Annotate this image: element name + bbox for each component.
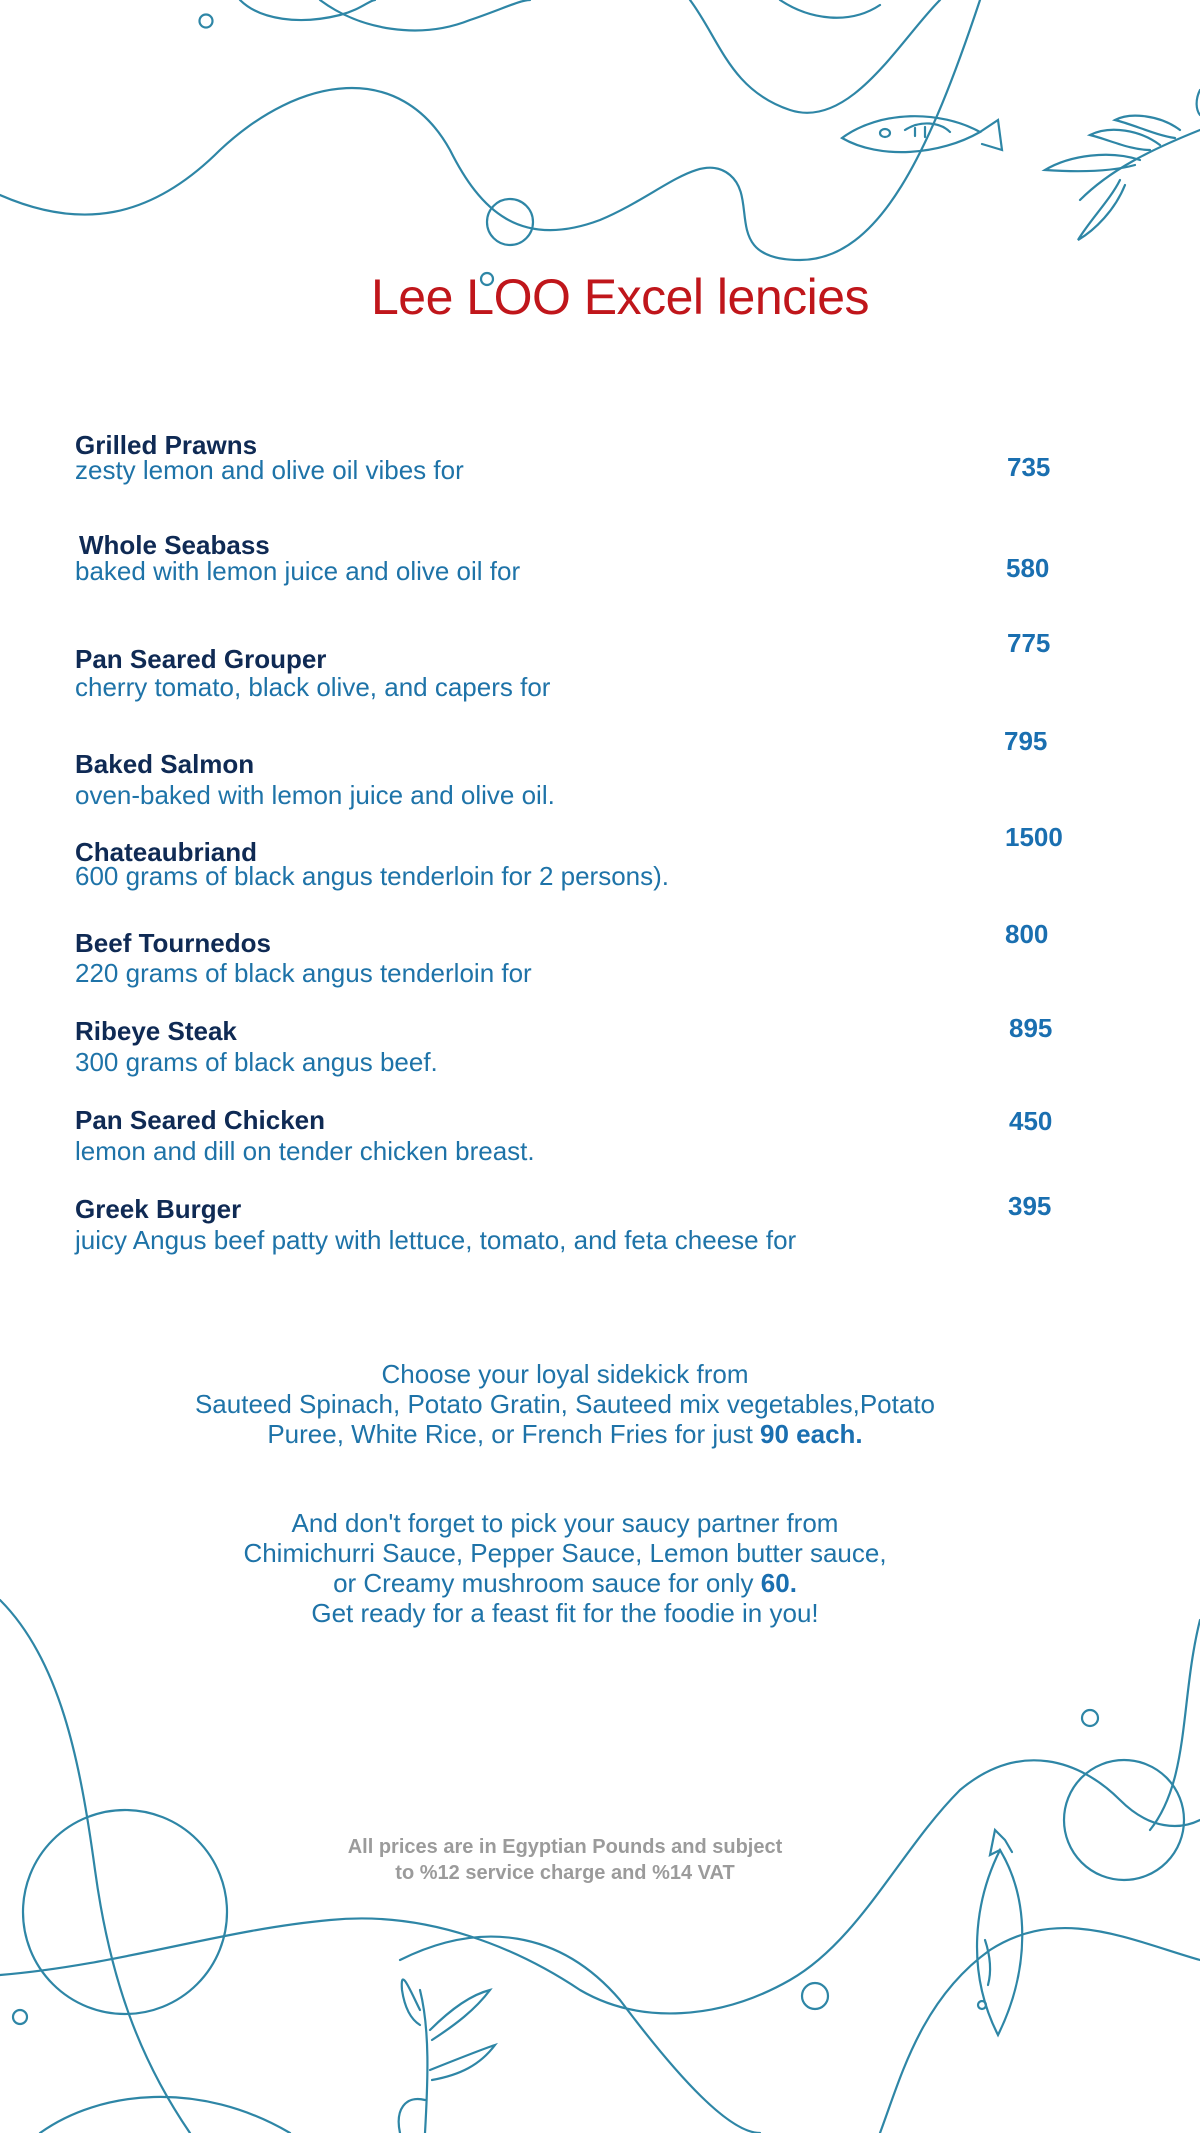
sides-line-text: Puree, White Rice, or French Fries for just — [267, 1419, 753, 1449]
wave-line-icon — [0, 1760, 1200, 2013]
wave-line-icon — [0, 0, 980, 260]
menu-item — [75, 1105, 1125, 1175]
wave-line-icon — [40, 2097, 290, 2133]
item-price: 580 — [1006, 553, 1050, 583]
sauces-line: Get ready for a feast fit for the foodie in you! — [311, 1598, 819, 1628]
item-name: Whole Seabass — [79, 530, 270, 560]
item-name: Beef Tournedos — [75, 928, 271, 958]
fish-icon — [842, 116, 1002, 152]
item-description: lemon and dill on tender chicken breast. — [75, 1136, 535, 1166]
item-price: 450 — [1009, 1106, 1053, 1136]
sauces-line — [0, 1568, 1130, 1598]
item-description: 220 grams of black angus tenderloin for — [75, 958, 532, 988]
item-name: Pan Seared Chicken — [75, 1105, 325, 1135]
wave-line-icon — [1150, 1620, 1200, 1830]
sauces-price: 60. — [760, 1568, 797, 1598]
item-description: 300 grams of black angus beef. — [75, 1047, 438, 1077]
sides-line — [0, 1419, 1130, 1449]
item-name: Pan Seared Grouper — [75, 644, 327, 674]
bubble-icon — [802, 1983, 828, 2009]
item-price: 735 — [1007, 452, 1051, 482]
item-description: 600 grams of black angus tenderloin for 2 persons). — [75, 861, 670, 891]
sauces-line-text: or Creamy mushroom sauce for only — [333, 1568, 754, 1598]
herb-sprig-icon — [1045, 90, 1200, 240]
menu-item — [75, 726, 1125, 819]
menu-title: Lee LOO Excel lencies — [370, 269, 870, 325]
wave-line-icon — [320, 0, 530, 30]
item-description: cherry tomato, black olive, and capers for — [75, 672, 551, 702]
menu-item — [75, 919, 1125, 998]
sides-price: 90 each. — [760, 1419, 863, 1449]
sauces-note — [0, 1508, 1130, 1628]
wave-line-icon — [880, 1928, 1200, 2133]
bubble-icon — [1082, 1710, 1098, 1726]
item-price: 1500 — [1005, 822, 1063, 852]
disclaimer-line: to %12 service charge and %14 VAT — [395, 1862, 735, 1884]
menu-item — [75, 628, 1125, 714]
item-price: 795 — [1004, 726, 1048, 756]
herb-sprig-icon — [399, 1980, 495, 2133]
disclaimer-line: All prices are in Egyptian Pounds and subject — [347, 1836, 783, 1858]
bubble-icon — [487, 199, 533, 245]
item-description: oven-baked with lemon juice and olive oil. — [75, 780, 555, 810]
item-price: 895 — [1009, 1013, 1053, 1043]
item-description: juicy Angus beef patty with lettuce, tomato, and feta cheese for — [75, 1225, 797, 1255]
item-price: 800 — [1005, 919, 1049, 949]
item-name: Baked Salmon — [75, 749, 255, 779]
item-name: Chateaubriand — [75, 837, 258, 867]
wave-line-icon — [240, 0, 375, 20]
item-description: baked with lemon juice and olive oil for — [75, 556, 521, 586]
sauces-line: And don't forget to pick your saucy partner from — [291, 1508, 839, 1538]
menu-item — [75, 430, 1125, 500]
sauces-line: Chimichurri Sauce, Pepper Sauce, Lemon butter sauce, — [243, 1538, 887, 1568]
sides-line: Sauteed Spinach, Potato Gratin, Sauteed mix vegetables,Potato — [194, 1389, 936, 1419]
sides-line: Choose your loyal sidekick from — [381, 1359, 749, 1389]
wave-line-icon — [400, 1937, 760, 2133]
menu-item — [75, 530, 1125, 600]
bubble-icon — [13, 2010, 27, 2024]
menu-item — [75, 1191, 1125, 1264]
item-price: 395 — [1008, 1191, 1052, 1221]
item-price: 775 — [1007, 628, 1051, 658]
item-name: Greek Burger — [75, 1194, 242, 1224]
item-name: Ribeye Steak — [75, 1016, 237, 1046]
bubble-icon — [200, 15, 213, 28]
item-description: zesty lemon and olive oil vibes for — [75, 455, 464, 485]
pricing-disclaimer — [0, 1834, 1130, 1886]
menu-item — [75, 1013, 1125, 1086]
sides-note — [0, 1359, 1130, 1449]
menu-item — [75, 822, 1125, 907]
item-name: Grilled Prawns — [75, 430, 258, 460]
wave-line-icon — [690, 0, 940, 113]
wave-line-icon — [780, 0, 880, 18]
